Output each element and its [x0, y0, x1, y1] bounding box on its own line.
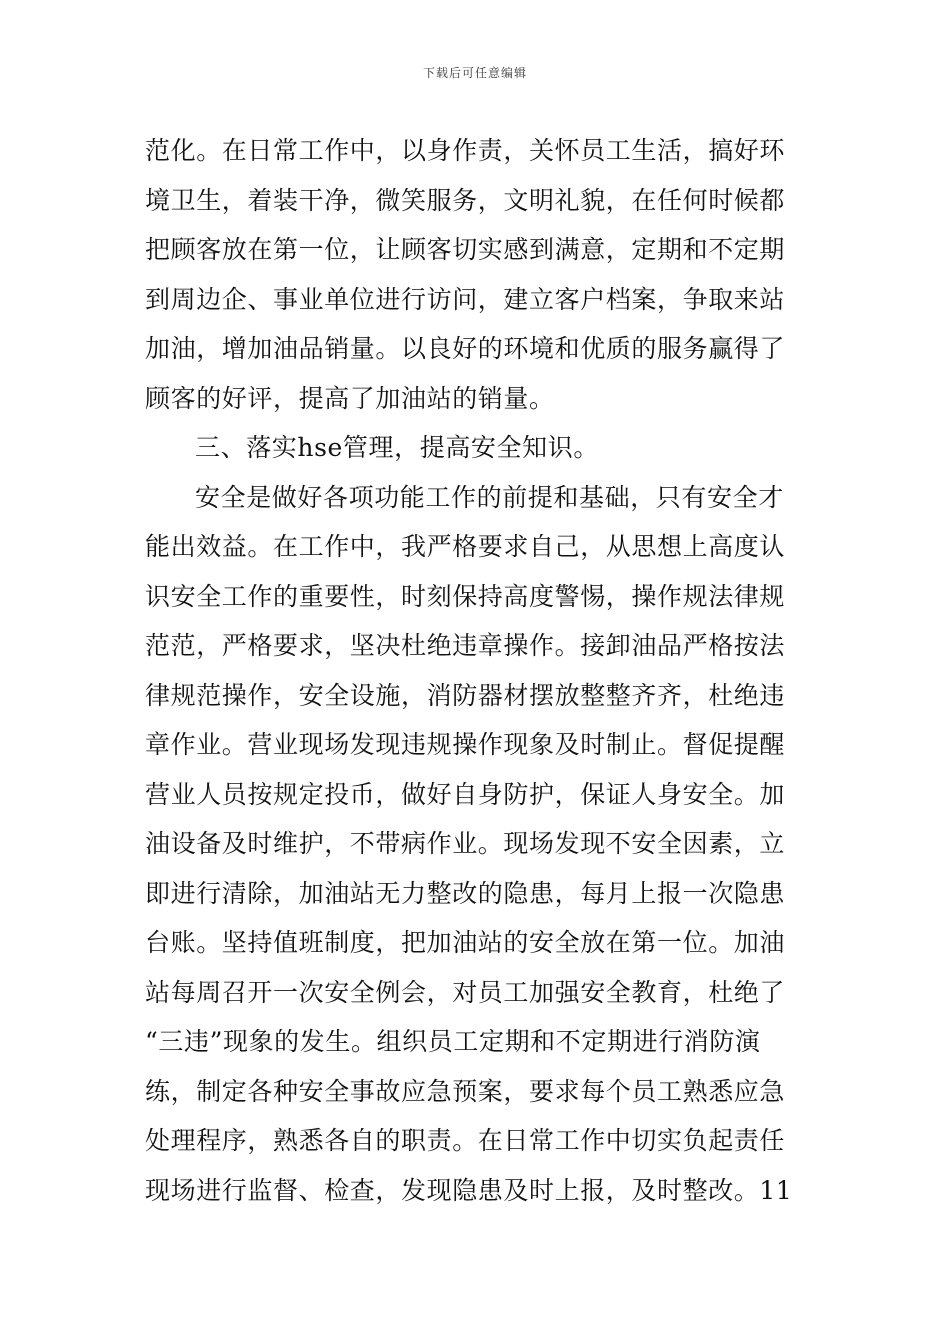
text-line: 加油，增加油品销量。以良好的环境和优质的服务赢得了 — [145, 334, 786, 363]
text-line: 练，制定各种安全事故应急预案，要求每个员工熟悉应急 — [145, 1076, 786, 1106]
text-line: 即进行清除，加油站无力整改的隐患，每月上报一次隐患 — [145, 878, 786, 908]
text-line: 安全是做好各项功能工作的前提和基础，只有安全才 — [195, 482, 784, 512]
text-line: 顾客的好评，提高了加油站的销量。 — [145, 383, 555, 413]
text-line: 台账。坚持值班制度，把加油站的安全放在第一位。加油 — [145, 928, 786, 957]
text-line: 范化。在日常工作中，以身作责，关怀员工生活，搞好环 — [145, 136, 786, 165]
header-note: 下载后可任意编辑 — [422, 66, 527, 80]
text-line: 到周边企、事业单位进行访问，建立客户档案，争取来站 — [145, 284, 786, 314]
document-body — [145, 126, 810, 1215]
text-line: 处理程序，熟悉各自的职责。在日常工作中切实负起责任 — [145, 1126, 786, 1155]
text-line: 识安全工作的重要性，时刻保持高度警惕，操作规法律规 — [145, 581, 786, 611]
text-line: 范范，严格要求，坚决杜绝违章操作。接卸油品严格按法 — [145, 631, 786, 660]
text-line: 章作业。营业现场发现违规操作现象及时制止。督促提醒 — [145, 730, 786, 759]
text-line: 油设备及时维护，不带病作业。现场发现不安全因素，立 — [145, 829, 786, 858]
text-line: 境卫生，着装干净，微笑服务，文明礼貌，在任何时候都 — [145, 185, 786, 215]
text-line: 三、落实hse管理，提高安全知识。 — [195, 433, 599, 462]
text-line: 站每周召开一次安全例会，对员工加强安全教育，杜绝了 — [145, 977, 786, 1007]
text-line: 律规范操作，安全设施，消防器材摆放整整齐齐，杜绝违 — [145, 680, 786, 710]
text-line: “三违”现象的发生。组织员工定期和不定期进行消防演 — [145, 1027, 761, 1056]
text-line: 把顾客放在第一位，让顾客切实感到满意，定期和不定期 — [145, 235, 786, 264]
text-line: 能出效益。在工作中，我严格要求自己，从思想上高度认 — [145, 532, 786, 561]
text-line: 现场进行监督、检查，发现隐患及时上报，及时整改。11 — [145, 1175, 793, 1205]
text-line: 营业人员按规定投币，做好自身防护，保证人身安全。加 — [145, 779, 786, 809]
